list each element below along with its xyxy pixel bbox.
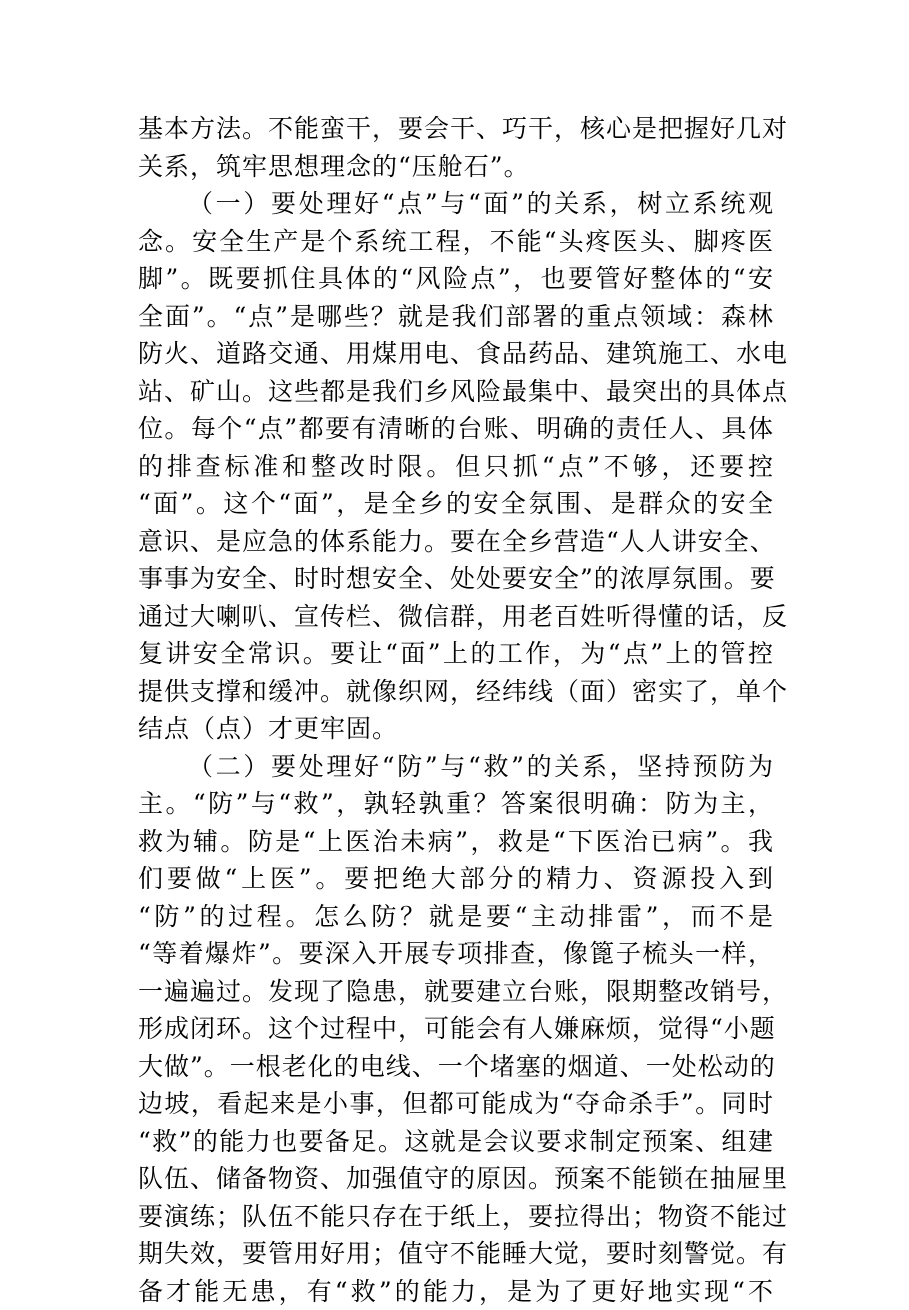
body-text (138, 110, 774, 1310)
text-line: （一）要处理好“点”与“面”的关系，树立系统观 (138, 185, 774, 223)
text-line: 位。每个“点”都要有清晰的台账、明确的责任人、具体 (138, 410, 774, 448)
text-line: 提供支撑和缓冲。就像织网，经纬线（面）密实了，单个 (138, 673, 774, 711)
text-line: 事事为安全、时时想安全、处处要安全”的浓厚氛围。要 (138, 560, 774, 598)
text-line: 一遍遍过。发现了隐患，就要建立台账，限期整改销号， (138, 973, 774, 1011)
text-line: 防火、道路交通、用煤用电、食品药品、建筑施工、水电 (138, 335, 774, 373)
text-line: 们要做“上医”。要把绝大部分的精力、资源投入到 (138, 860, 774, 898)
text-line: 边坡，看起来是小事，但都可能成为“夺命杀手”。同时 (138, 1085, 774, 1123)
text-line: 救为辅。防是“上医治未病”，救是“下医治已病”。我 (138, 823, 774, 861)
text-line: “防”的过程。怎么防？就是要“主动排雷”，而不是 (138, 898, 774, 936)
text-line: 念。安全生产是个系统工程，不能“头疼医头、脚疼医 (138, 223, 774, 261)
text-line: 备才能无患，有“救”的能力，是为了更好地实现“不 (138, 1273, 774, 1310)
text-line: 基本方法。不能蛮干，要会干、巧干，核心是把握好几对 (138, 110, 774, 148)
text-line: 全面”。“点”是哪些？就是我们部署的重点领域：森林 (138, 298, 774, 336)
text-line: 意识、是应急的体系能力。要在全乡营造“人人讲安全、 (138, 523, 774, 561)
text-line: 期失效，要管用好用；值守不能睡大觉，要时刻警觉。有 (138, 1235, 774, 1273)
text-line: 复讲安全常识。要让“面”上的工作，为“点”上的管控 (138, 635, 774, 673)
text-line: “等着爆炸”。要深入开展专项排查，像篦子梳头一样， (138, 935, 774, 973)
text-line: “面”。这个“面”，是全乡的安全氛围、是群众的安全 (138, 485, 774, 523)
text-line: （二）要处理好“防”与“救”的关系，坚持预防为 (138, 748, 774, 786)
text-line: 的排查标准和整改时限。但只抓“点”不够，还要控 (138, 448, 774, 486)
text-line: 通过大喇叭、宣传栏、微信群，用老百姓听得懂的话，反 (138, 598, 774, 636)
text-line: 大做”。一根老化的电线、一个堵塞的烟道、一处松动的 (138, 1048, 774, 1086)
text-line: 关系，筑牢思想理念的“压舱石”。 (138, 148, 774, 186)
text-line: 要演练；队伍不能只存在于纸上，要拉得出；物资不能过 (138, 1198, 774, 1236)
text-line: 形成闭环。这个过程中，可能会有人嫌麻烦，觉得“小题 (138, 1010, 774, 1048)
text-line: 队伍、储备物资、加强值守的原因。预案不能锁在抽屉里 (138, 1160, 774, 1198)
text-line: 结点（点）才更牢固。 (138, 710, 774, 748)
text-line: 主。“防”与“救”，孰轻孰重？答案很明确：防为主， (138, 785, 774, 823)
text-line: 站、矿山。这些都是我们乡风险最集中、最突出的具体点 (138, 373, 774, 411)
text-line: “救”的能力也要备足。这就是会议要求制定预案、组建 (138, 1123, 774, 1161)
text-line: 脚”。既要抓住具体的“风险点”，也要管好整体的“安 (138, 260, 774, 298)
